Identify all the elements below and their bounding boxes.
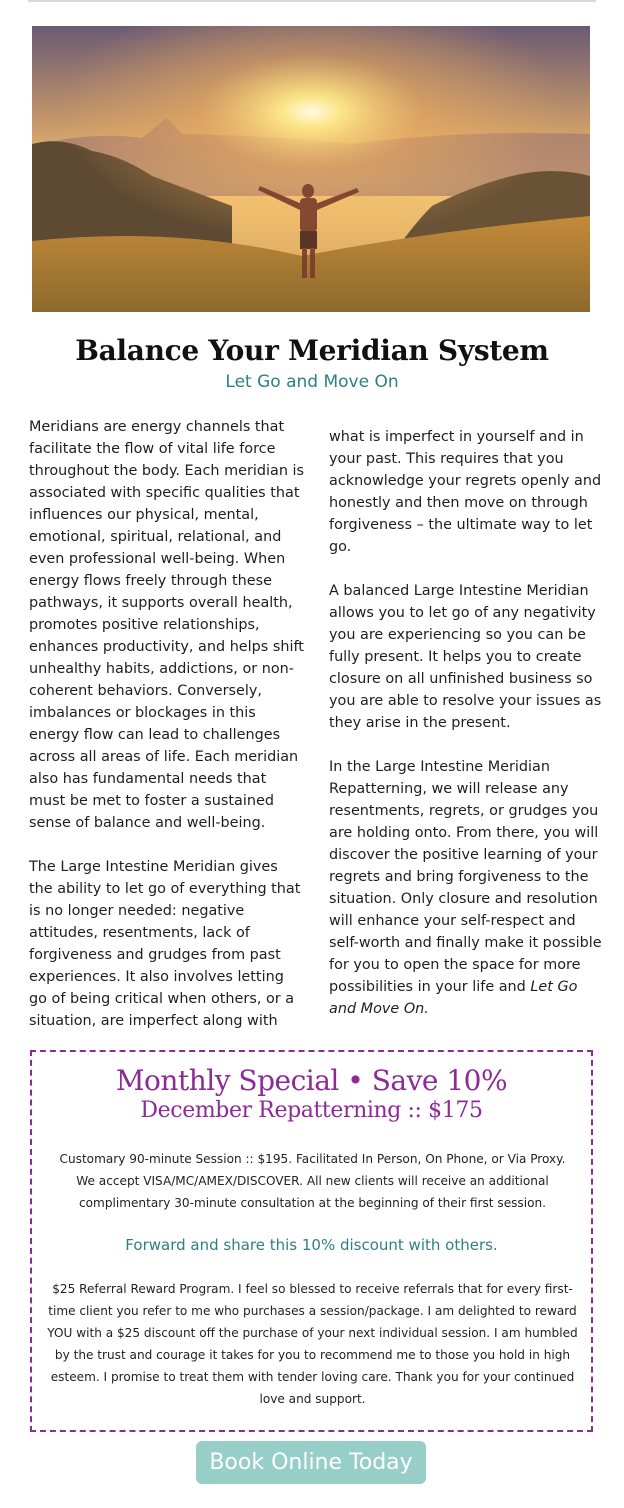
hero-image: [32, 26, 590, 312]
monthly-special-box: [30, 1050, 593, 1432]
article-paragraph: A balanced Large Intestine Meridian allows you to let go of any negativity you are experiencing so you can be fully present. It helps you to create closure on all unfinished business so you are able to resolve your issues as they arise in the present.: [329, 583, 602, 731]
article-paragraph: Meridians are energy channels that facilitate the flow of vital life force throughout the body. Each meridian is associated with specific qualities that influences our physical, mental, emotional, spiritual, relational, and even professional well-being. When energy flows freely through these pathways, it supports overall health, promotes positive relationships, enhances productivity, and helps shift unhealthy habits, addictions, or non-coherent behaviors. Conversely, imbalances or blockages in this energy flow can lead to challenges across all areas of life. Each meridian also has fundamental needs that must be met to foster a sustained sense of balance and well-being.: [29, 419, 305, 831]
closing-text: In the Large Intestine Meridian Repatterning, we will release any resentments, regrets, or grudges you are holding onto. From there, you will discover the positive learning of your regrets and bring forgiveness to the situation. Only closure and resolution will enhance your self-respect and self-worth and finally make it possible for you to open the space for more possibilities in your life and: [329, 759, 602, 995]
article-paragraph: The Large Intestine Meridian gives the ability to let go of everything that is no longer needed: negative attitudes, resentments, lack of forgiveness and grudges from past experiences. It also involves letting go of being critical when others, or a situation, are imperfect along with: [29, 859, 301, 1029]
referral-program-text: $25 Referral Reward Program. I feel so blessed to receive referrals that for every first-time client you refer to me who purchases a session/package. I am delighted to reward YOU with a $25 discount off the purchase of your next individual session. I am humbled by the trust and courage it takes for you to recommend me to those you hold in high esteem. I promise to treat them with tender loving care. Thank you for your continued love and support.: [47, 1282, 578, 1406]
promo-details: Customary 90-minute Session :: $195. Facilitated In Person, On Phone, or Via Proxy. We accept VISA/MC/AMEX/DISCOVER. All new clients will receive an additional complimentary 30-minute consultation at the beginning of their first session.: [59, 1152, 566, 1210]
article-right-column: [329, 426, 604, 1042]
promo-heading: Monthly Special • Save 10%: [115, 1064, 508, 1097]
book-online-button[interactable]: Book Online Today: [196, 1441, 426, 1484]
page-title: Balance Your Meridian System: [75, 334, 549, 367]
top-divider: [28, 0, 596, 2]
promo-subheading: December Repatterning :: $175: [140, 1098, 483, 1123]
promo-share-text: Forward and share this 10% discount with others.: [125, 1236, 498, 1254]
article-closing-paragraph: [329, 756, 604, 1020]
article-left-column: [29, 416, 304, 1054]
closing-italic-text: Let Go and Move On.: [329, 979, 578, 1017]
article-paragraph: what is imperfect in yourself and in your past. This requires that you acknowledge your regrets openly and honestly and then move on through forgiveness – the ultimate way to let go.: [329, 429, 602, 555]
page-subtitle: Let Go and Move On: [225, 372, 399, 392]
sunrise-landscape-illustration: [32, 26, 590, 312]
